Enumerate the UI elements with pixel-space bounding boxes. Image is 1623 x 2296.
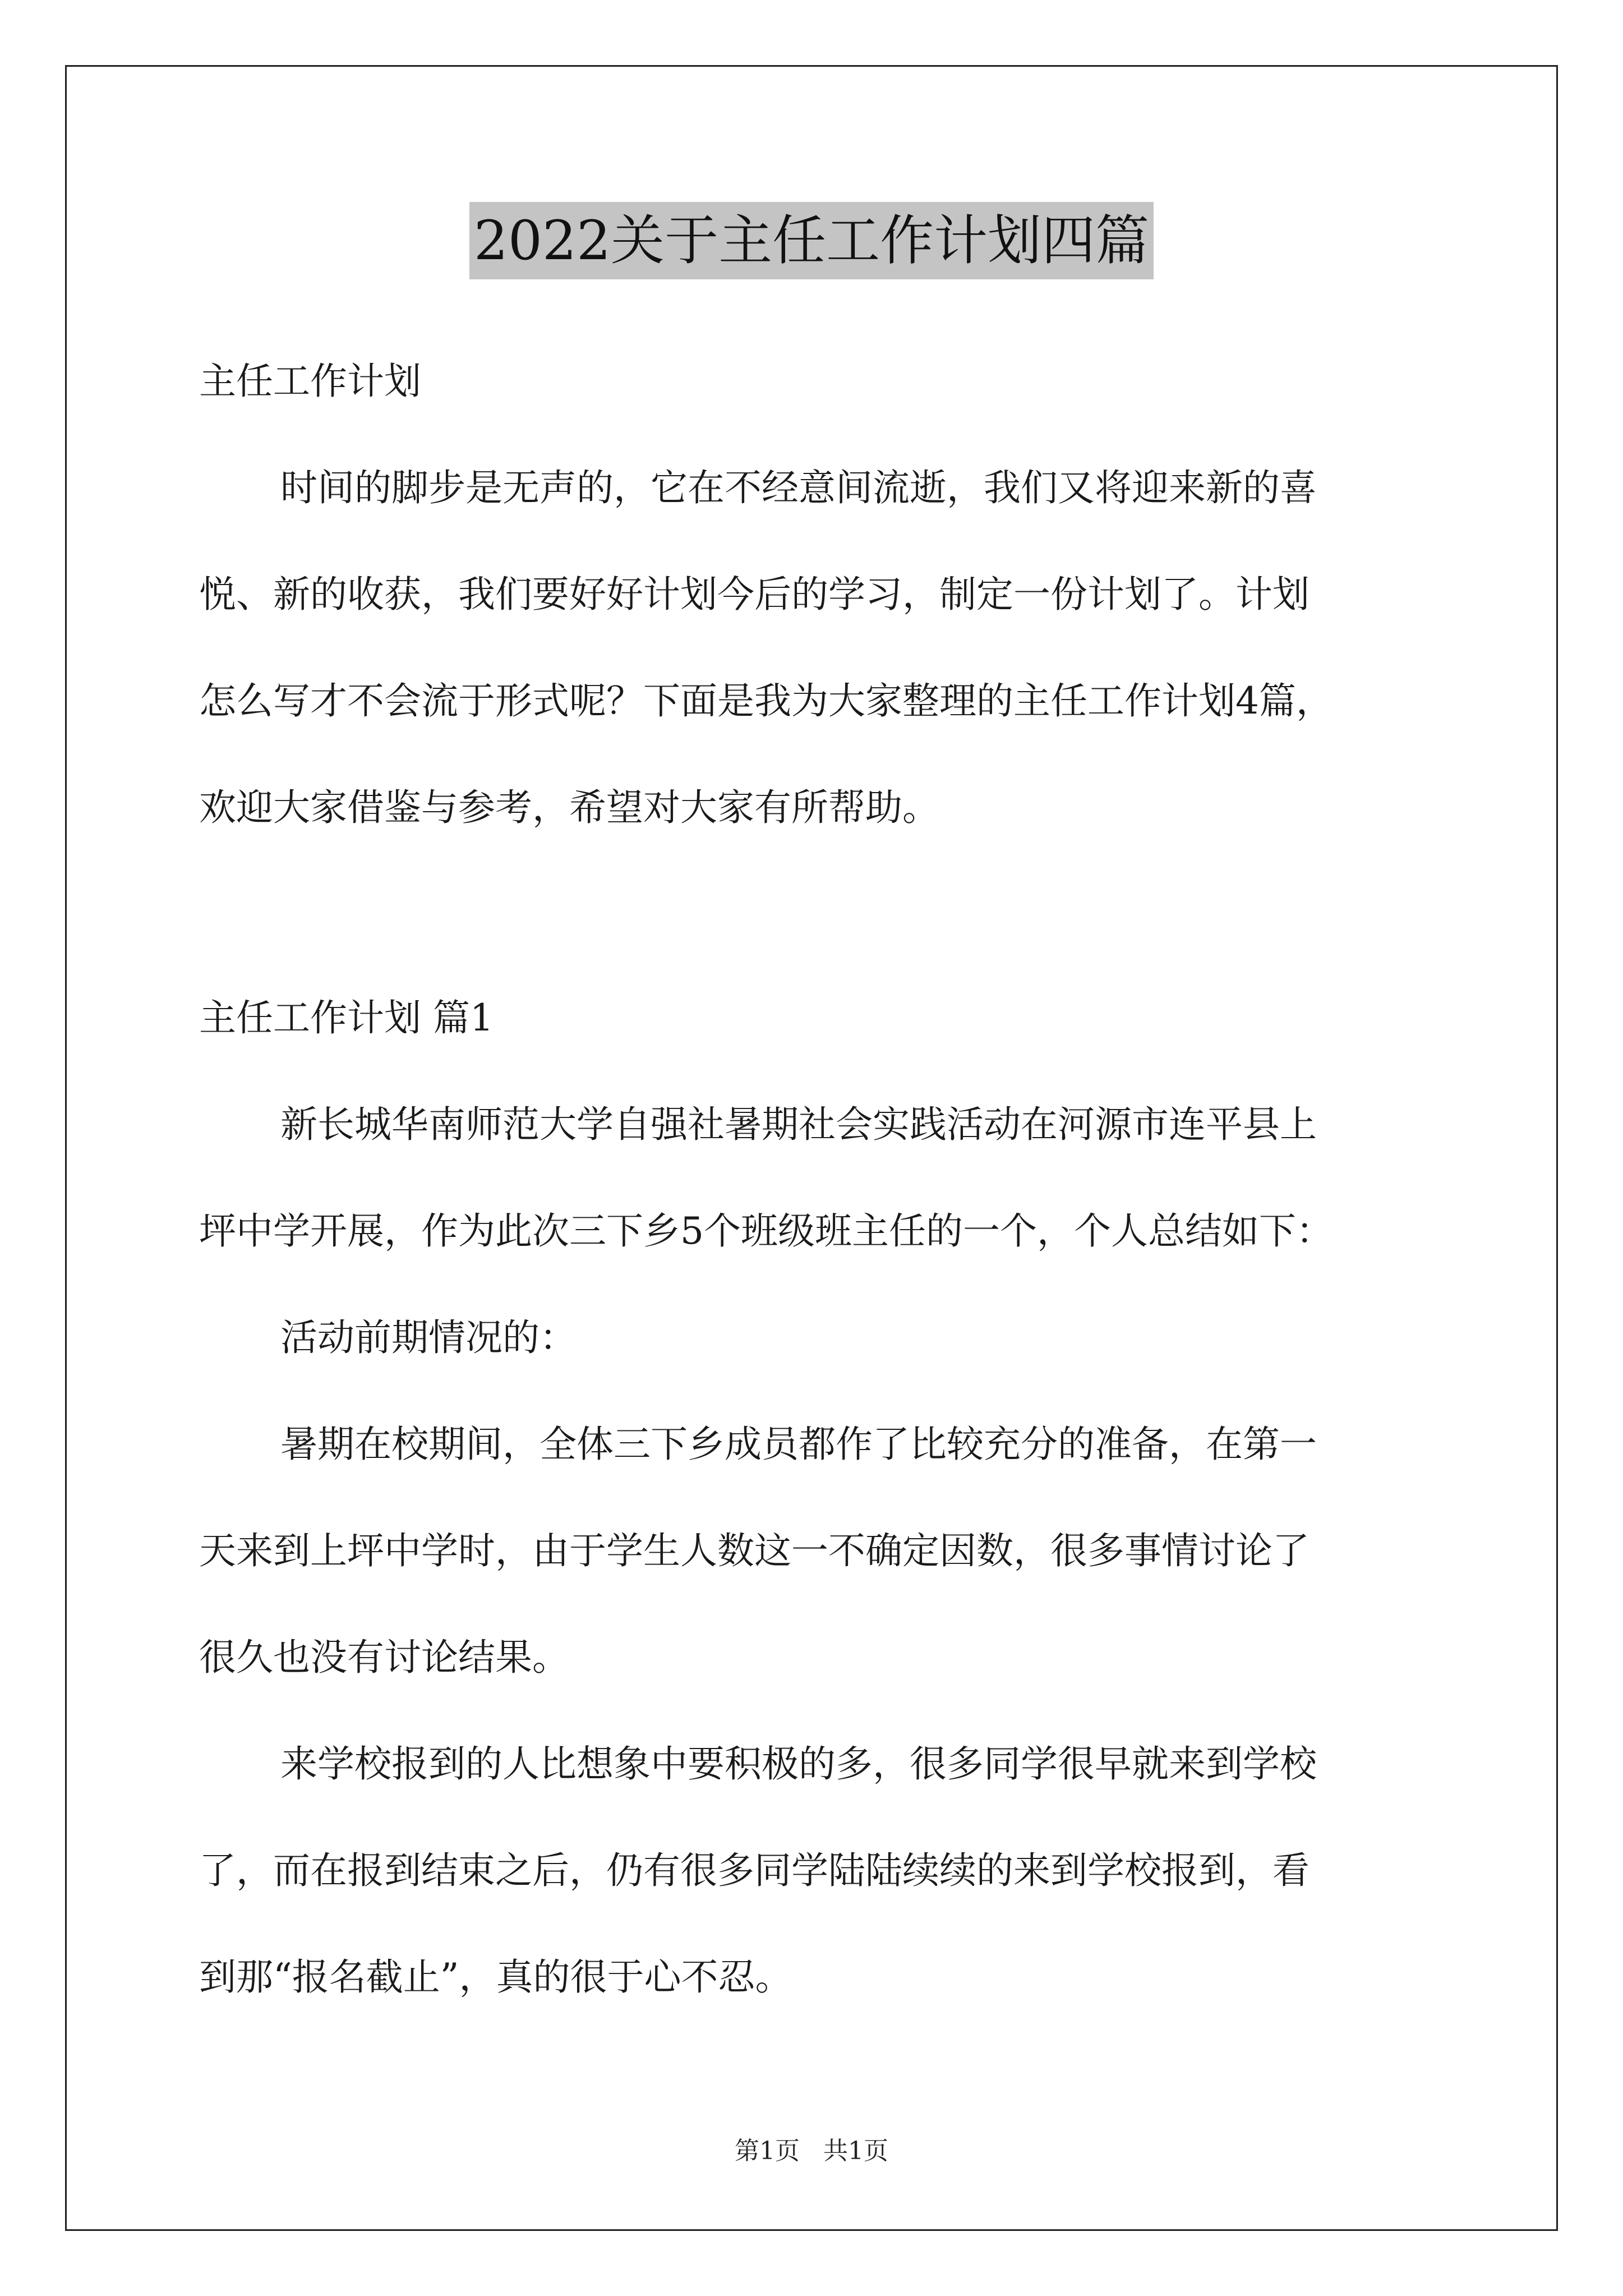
paragraph-line: 欢迎大家借鉴与参考，希望对大家有所帮助。	[199, 786, 939, 829]
paragraph-line: 了，而在报到结束之后，仍有很多同学陆陆续续的来到学校报到，看	[199, 1849, 1310, 1892]
section-heading: 主任工作计划	[199, 360, 421, 403]
paragraph-line: 悦、新的收获，我们要好好计划今后的学习，制定一份计划了。计划	[199, 573, 1310, 616]
paragraph-line: 怎么写才不会流于形式呢？下面是我为大家整理的主任工作计划4篇，	[199, 679, 1333, 723]
paragraph-line: 暑期在校期间，全体三下乡成员都作了比较充分的准备，在第一	[280, 1423, 1317, 1466]
paragraph-line: 天来到上坪中学时，由于学生人数这一不确定因数，很多事情讨论了	[199, 1529, 1310, 1572]
paragraph-line: 时间的脚步是无声的，它在不经意间流逝，我们又将迎来新的喜	[280, 466, 1317, 509]
paragraph-line: 很久也没有讨论结果。	[199, 1636, 569, 1679]
paragraph-line: 坪中学开展，作为此次三下乡5个班级班主任的一个，个人总结如下：	[199, 1209, 1333, 1253]
paragraph-line: 到那“报名截止”，真的很于心不忍。	[199, 1955, 792, 1999]
paragraph-line: 来学校报到的人比想象中要积极的多，很多同学很早就来到学校	[280, 1742, 1317, 1786]
page-footer: 第1页 共1页	[735, 2137, 888, 2165]
document-title: 2022关于主任工作计划四篇	[469, 202, 1154, 279]
paragraph-line: 新长城华南师范大学自强社暑期社会实践活动在河源市连平县上	[280, 1103, 1317, 1146]
title-container	[0, 202, 1623, 279]
section-heading: 主任工作计划 篇1	[199, 996, 494, 1039]
paragraph-line: 活动前期情况的：	[280, 1316, 577, 1359]
